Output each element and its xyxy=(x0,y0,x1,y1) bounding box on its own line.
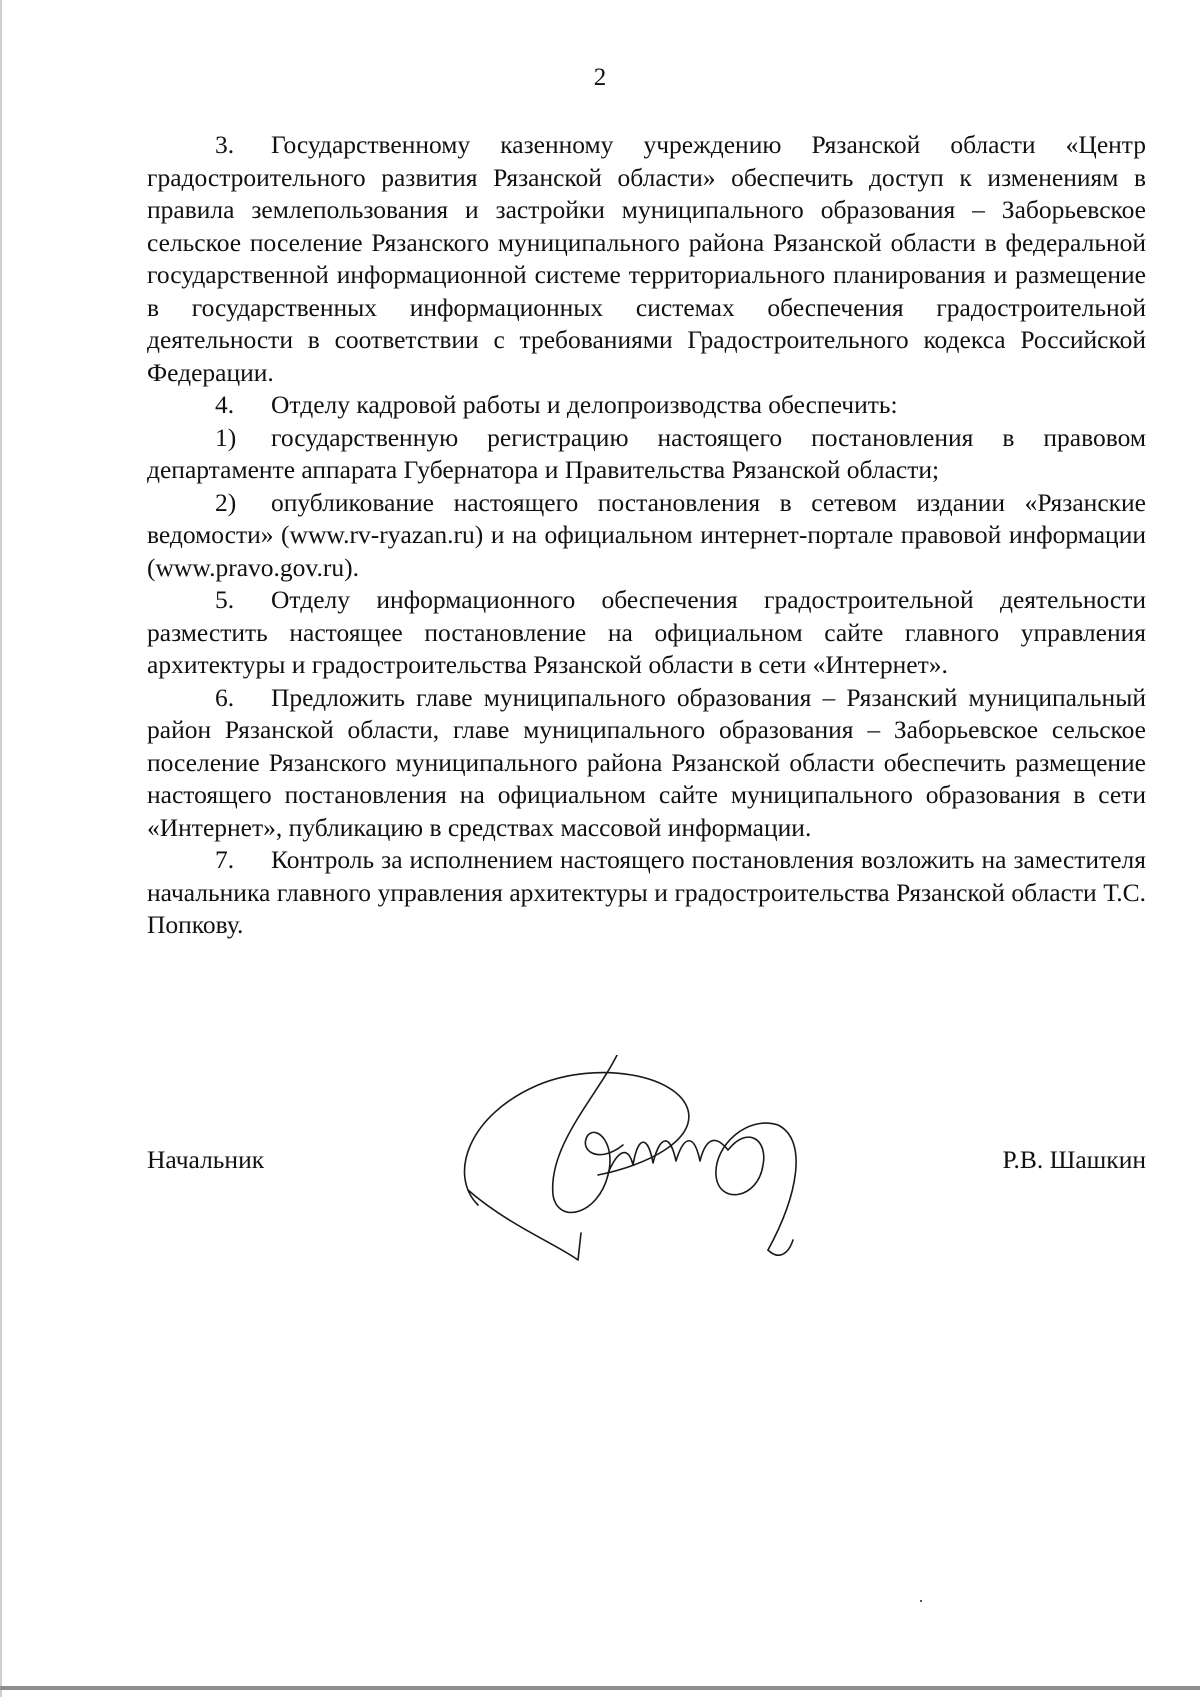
scan-edge-left xyxy=(0,0,2,1697)
paragraph-number: 6. xyxy=(215,682,235,712)
paragraph-5 xyxy=(147,584,1146,682)
paragraph-number: 5. xyxy=(215,585,235,614)
scan-edge-bottom xyxy=(0,1686,1200,1690)
paragraph-4-2 xyxy=(147,487,1146,585)
signature-outer-loop xyxy=(465,1073,689,1205)
paragraph-number: 3. xyxy=(215,130,235,159)
page-number: 2 xyxy=(593,64,607,91)
paragraph-4 xyxy=(147,389,1146,422)
paragraph-text: Государственному казенному учреждению Рязанской области «Центр градостроительного развития Рязанской области» обеспечить доступ к изменениям в правила землепользования и застройки муниципального образования – Заборьевское сельское поселение Рязанского муниципального района Рязанской области в федеральной государственной информационной системе территориального планирования и размещение в государственных информационных системах обеспечения градостроительной деятельности в соответствии с требованиями Градостроительного кодекса Российской Федерации. xyxy=(147,130,1146,387)
paragraph-text: Предложить главе муниципального образования – Рязанский муниципальный район Рязанской области, главе муниципального образования – Заборьевское сельское поселение Рязанского муниципального района Рязанской области обеспечить размещение настоящего постановления на официальном сайте муниципального образования в сети «Интернет», публикацию в средствах массовой информации. xyxy=(147,682,1146,842)
signature-heart-stroke xyxy=(468,1190,581,1260)
signature-right-loop xyxy=(716,1123,796,1250)
paragraph-6 xyxy=(147,682,1146,845)
document-body xyxy=(147,129,1146,942)
signatory-title: Начальник xyxy=(147,1145,265,1174)
paragraph-text: Отделу кадровой работы и делопроизводства обеспечить: xyxy=(271,390,898,419)
paragraph-text: Контроль за исполнением настоящего постановления возложить на заместителя начальника главного управления архитектуры и градостроительства Рязанской области Т.С. Попкову. xyxy=(147,845,1146,939)
paragraph-number: 1) xyxy=(215,422,237,452)
handwritten-signature xyxy=(448,1055,868,1265)
paragraph-number: 4. xyxy=(215,390,235,419)
paragraph-4-1 xyxy=(147,422,1146,487)
paragraph-text: опубликование настоящего постановления в сетевом издании «Рязанские ведомости» (www.rv-ryazan.ru) и на официальном интернет-портале правовой информации (www.pravo.gov.ru). xyxy=(147,487,1146,582)
paragraph-text: Отделу информационного обеспечения градостроительной деятельности разместить настоящее постановление на официальном сайте главного управления архитектуры и градостроительства Рязанской области в сети «Интернет». xyxy=(147,585,1146,679)
signatory-name: Р.В. Шашкин xyxy=(1002,1145,1146,1174)
paragraph-7 xyxy=(147,844,1146,942)
signature-main-stroke xyxy=(553,1055,623,1212)
paragraph-number: 2) xyxy=(215,487,237,517)
paragraph-3 xyxy=(147,129,1146,389)
paragraph-text: государственную регистрацию настоящего постановления в правовом департаменте аппарата Губернатора и Правительства Рязанской области; xyxy=(147,422,1146,484)
paragraph-number: 7. xyxy=(215,845,235,874)
scan-speck xyxy=(920,1600,922,1602)
